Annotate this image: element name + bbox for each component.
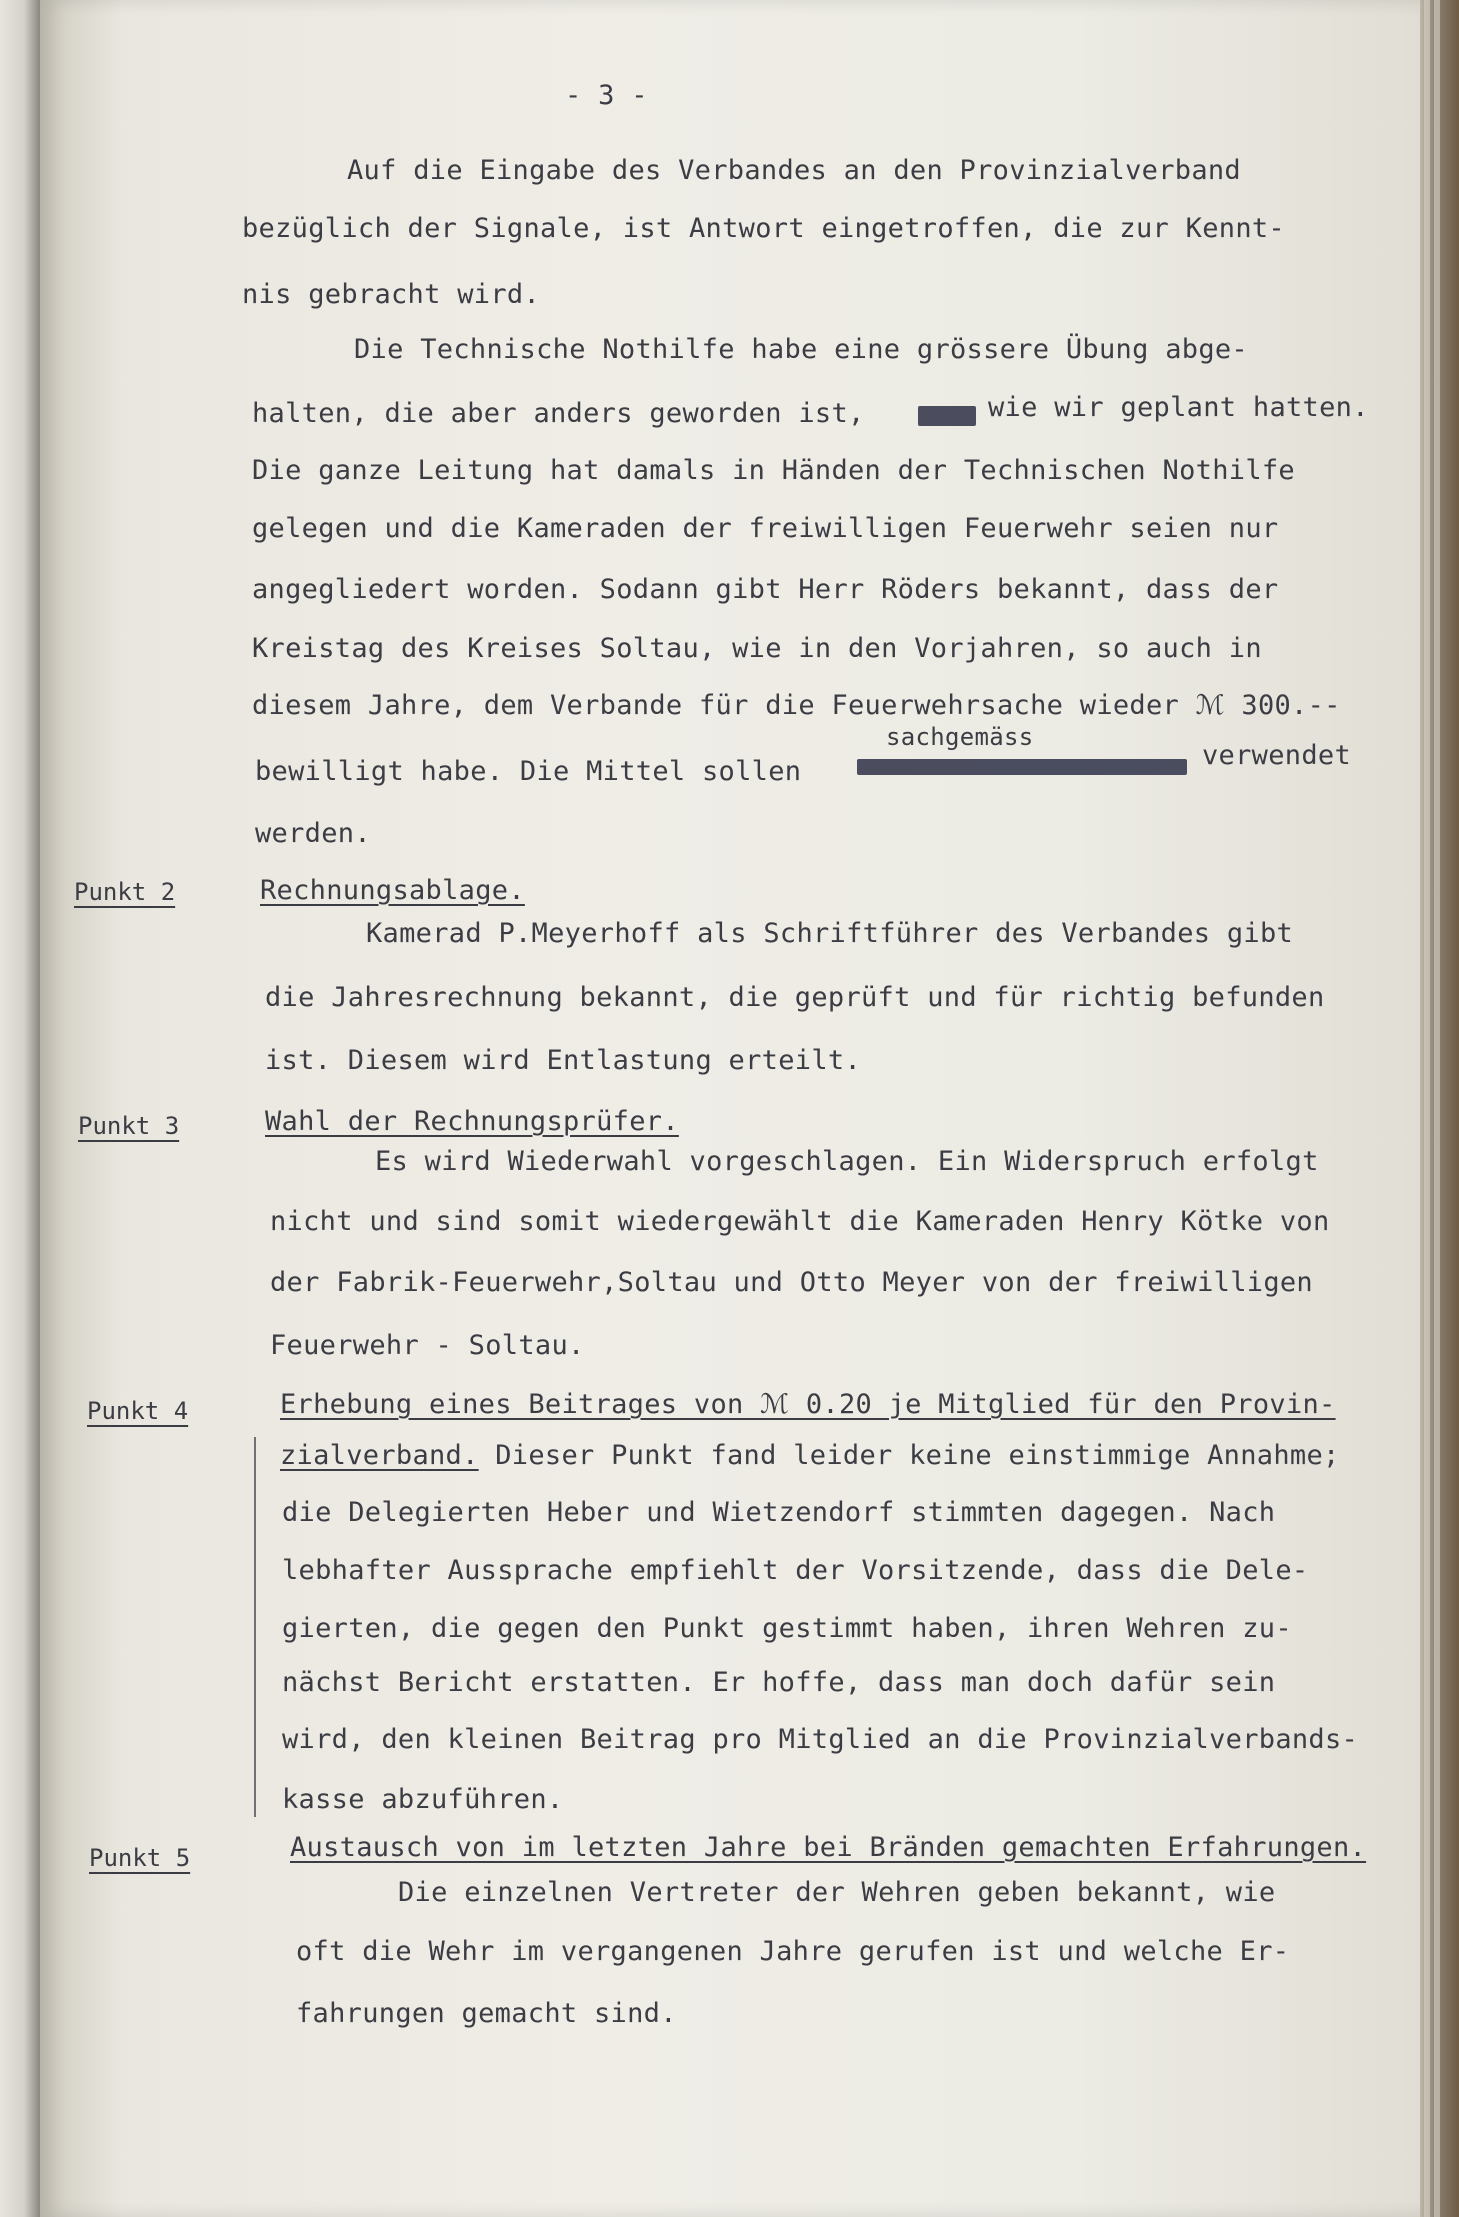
handwritten-insertion: sachgemäss: [886, 723, 1034, 751]
section-heading: Austausch von im letzten Jahre bei Bränden gemachten Erfahrungen.: [290, 1832, 1367, 1863]
section-heading: Erhebung eines Beitrages von ℳ 0.20 je Mitglied für den Provin-: [280, 1389, 1336, 1420]
struck-word: [857, 759, 1187, 775]
text-line: wie wir geplant hatten.: [988, 392, 1369, 423]
page-edge-layer: [1434, 0, 1440, 2217]
text-line: [280, 1440, 1340, 1472]
text-line: Kreistag des Kreises Soltau, wie in den Vorjahren, so auch in: [252, 633, 1262, 664]
struck-word: [918, 406, 976, 426]
text-line: fahrungen gemacht sind.: [296, 1998, 677, 2029]
side-label-punkt-3: Punkt 3: [78, 1112, 180, 1140]
text-line: bewilligt habe. Die Mittel sollen: [255, 756, 802, 787]
text-line: halten, die aber anders geworden ist,: [252, 398, 865, 429]
side-label-punkt-2: Punkt 2: [74, 878, 176, 906]
text-line: bezüglich der Signale, ist Antwort eingetroffen, die zur Kennt-: [242, 213, 1285, 244]
text-line: verwendet: [1202, 740, 1351, 771]
text-line: Die ganze Leitung hat damals in Händen der Technischen Nothilfe: [252, 455, 1295, 486]
text-line: lebhafter Aussprache empfiehlt der Vorsitzende, dass die Dele-: [282, 1555, 1309, 1586]
text-line: ist. Diesem wird Entlastung erteilt.: [265, 1045, 861, 1076]
text-line: kasse abzuführen.: [282, 1784, 564, 1815]
text-line: gelegen und die Kameraden der freiwilligen Feuerwehr seien nur: [252, 513, 1279, 544]
text-line: der Fabrik-Feuerwehr,Soltau und Otto Meyer von der freiwilligen: [270, 1267, 1313, 1298]
text-line: Die Technische Nothilfe habe eine grössere Übung abge-: [354, 334, 1248, 365]
page-edge-layer: [1424, 0, 1430, 2217]
text-line: angegliedert worden. Sodann gibt Herr Röders bekannt, dass der: [252, 574, 1279, 605]
text-line: nicht und sind somit wiedergewählt die Kameraden Henry Kötke von: [270, 1206, 1330, 1237]
text-line: oft die Wehr im vergangenen Jahre gerufen ist und welche Er-: [296, 1936, 1290, 1967]
book-edge: [1420, 0, 1459, 2217]
text-line: nis gebracht wird.: [242, 279, 540, 310]
section-heading-continued: zialverband.: [280, 1440, 479, 1471]
margin-mark: [254, 1437, 256, 1817]
text-line: Feuerwehr - Soltau.: [270, 1330, 585, 1361]
facing-page-edge: [0, 0, 40, 2217]
page-number: - 3 -: [565, 80, 648, 111]
side-label-punkt-5: Punkt 5: [89, 1844, 191, 1872]
text-line: nächst Bericht erstatten. Er hoffe, dass man doch dafür sein: [282, 1667, 1276, 1698]
text-line: die Jahresrechnung bekannt, die geprüft und für richtig befunden: [265, 982, 1325, 1013]
section-heading: Rechnungsablage.: [260, 875, 525, 906]
text-line: Die einzelnen Vertreter der Wehren geben bekannt, wie: [398, 1877, 1276, 1908]
text-line: die Delegierten Heber und Wietzendorf stimmten dagegen. Nach: [282, 1497, 1276, 1528]
text-line: gierten, die gegen den Punkt gestimmt haben, ihren Wehren zu-: [282, 1613, 1292, 1644]
text-line-rest: Dieser Punkt fand leider keine einstimmige Annahme;: [478, 1440, 1340, 1471]
section-heading: Wahl der Rechnungsprüfer.: [265, 1106, 679, 1137]
text-line: Es wird Wiederwahl vorgeschlagen. Ein Widerspruch erfolgt: [375, 1146, 1319, 1177]
side-label-punkt-4: Punkt 4: [87, 1397, 189, 1425]
text-line: Auf die Eingabe des Verbandes an den Provinzialverband: [347, 155, 1241, 186]
text-line: Kamerad P.Meyerhoff als Schriftführer des Verbandes gibt: [366, 918, 1294, 949]
text-line: wird, den kleinen Beitrag pro Mitglied an die Provinzialverbands-: [282, 1724, 1359, 1755]
text-line: diesem Jahre, dem Verbande für die Feuerwehrsache wieder ℳ 300.--: [252, 690, 1341, 721]
text-line: werden.: [255, 818, 371, 849]
